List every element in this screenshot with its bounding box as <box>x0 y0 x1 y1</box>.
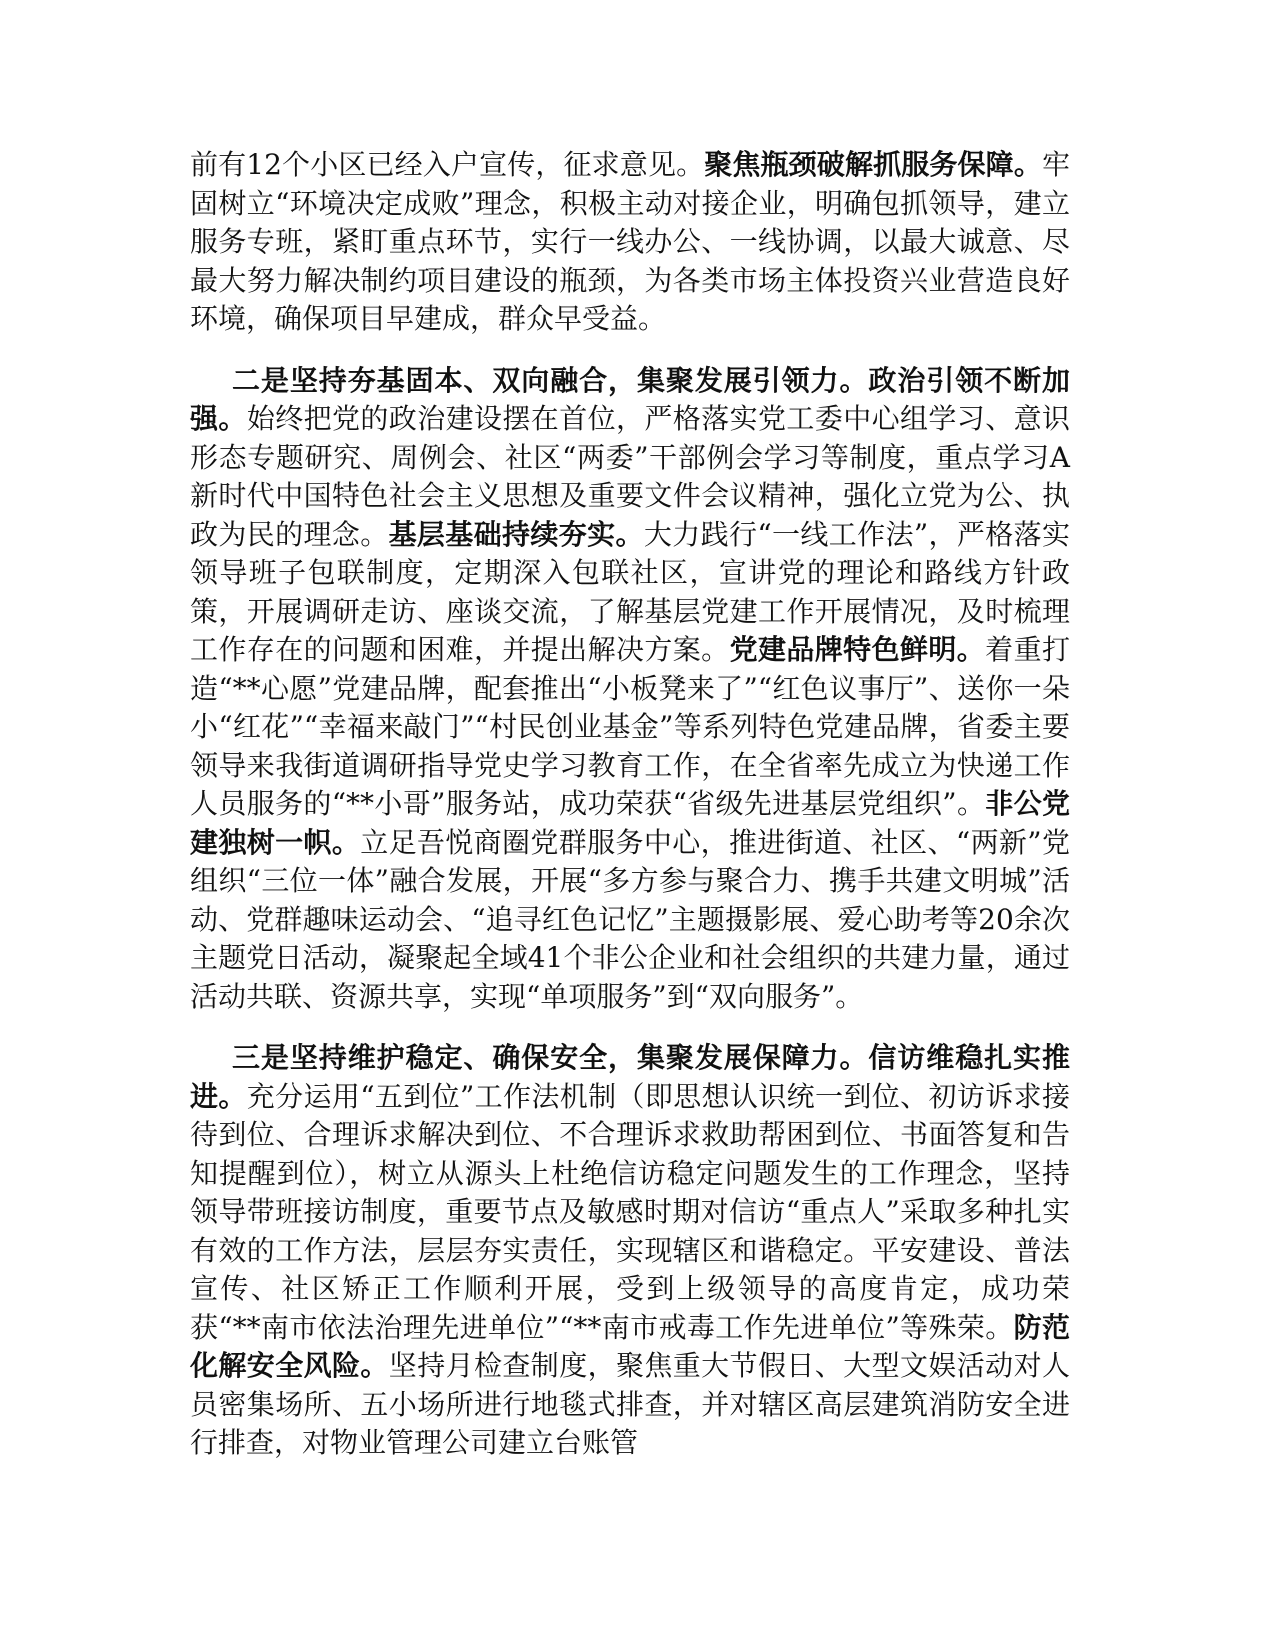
paragraph-2 <box>190 362 1070 1017</box>
paragraph-2-text-4: 立足吾悦商圈党群服务中心，推进街道、社区、“两新”党组织“三位一体”融合发展，开展“多方参与聚合力、携手共建文明城”活动、党群趣味运动会、“追寻红色记忆”主题摄影展、爱心助考等20余次主题党日活动，凝聚起全域41个非公企业和社会组织的共建力量，通过活动共联、资源共享，实现“单项服务”到“双向服务”。 <box>190 825 1070 1013</box>
paragraph-1-text-1: 前有12个小区已经入户宣传，征求意见。 <box>190 148 705 181</box>
paragraph-3-text-1: 充分运用“五到位”工作法机制（即思想认识统一到位、初访诉求接待到位、合理诉求解决到位、不合理诉求救助帮困到位、书面答复和告知提醒到位），树立从源头上杜绝信访稳定问题发生的工作理念，坚持领导带班接访制度，重要节点及敏感时期对信访“重点人”采取多种扎实有效的工作方法，层层夯实责任，实现辖区和谐稳定。平安建设、普法宣传、社区矫正工作顺利开展，受到上级领导的高度肯定，成功荣获“**南市依法治理先进单位”“**南市戒毒工作先进单位”等殊荣。 <box>190 1079 1070 1344</box>
paragraph-3-text-2: 坚持月检查制度，聚焦重大节假日、大型文娱活动对人员密集场所、五小场所进行地毯式排查，并对辖区高层建筑消防安全进行排查，对物业管理公司建立台账管 <box>190 1349 1070 1459</box>
paragraph-1-heading-1: 聚焦瓶颈破解抓服务保障。 <box>704 148 1042 181</box>
paragraph-2-text-1: 始终把党的政治建设摆在首位，严格落实党工委中心组学习、意识形态专题研究、周例会、社区“两委”干部例会学习等制度，重点学习A新时代中国特色社会主义思想及重要文件会议精神，强化立党为公、执政为民的理念。 <box>190 402 1070 551</box>
paragraph-2-heading-2: 基层基础持续夯实。 <box>388 517 644 551</box>
paragraph-3-heading-2: 防范化解安全风险。 <box>190 1310 1070 1382</box>
paragraph-2-text-2: 大力践行“一线工作法”，严格落实领导班子包联制度，定期深入包联社区，宣讲党的理论和路线方针政策，开展调研走访、座谈交流，了解基层党建工作开展情况，及时梳理工作存在的问题和困难，并提出解决方案。 <box>190 517 1070 666</box>
paragraph-3 <box>190 1039 1070 1463</box>
paragraph-2-text-3: 着重打造“**心愿”党建品牌，配套推出“小板凳来了”“红色议事厅”、送你一朵小“红花”“幸福来敲门”“村民创业基金”等系列特色党建品牌，省委主要领导来我街道调研指导党史学习教育工作，在全省率先成立为快递工作人员服务的“**小哥”服务站，成功荣获“省级先进基层党组织”。 <box>190 633 1070 820</box>
paragraph-1-text-2: 牢固树立“环境决定成败”理念，积极主动对接企业，明确包抓领导，建立服务专班，紧盯重点环节，实行一线办公、一线协调，以最大诚意、尽最大努力解决制约项目建设的瓶颈，为各类市场主体投资兴业营造良好环境，确保项目早建成，群众早受益。 <box>190 148 1070 335</box>
paragraph-3-heading-1: 信访维稳扎实推进。 <box>190 1041 1070 1113</box>
paragraph-2-heading-1: 政治引领不断加强。 <box>190 363 1070 435</box>
paragraph-2-heading-4: 非公党建独树一帜。 <box>190 787 1070 859</box>
paragraph-2-section-heading: 二是坚持夯基固本、双向融合，集聚发展引领力。 <box>232 363 869 397</box>
paragraph-1 <box>190 146 1070 339</box>
document-page <box>190 146 1070 1486</box>
paragraph-2-heading-3: 党建品牌特色鲜明。 <box>729 633 986 666</box>
paragraph-3-section-heading: 三是坚持维护稳定、确保安全，集聚发展保障力。 <box>232 1041 869 1074</box>
